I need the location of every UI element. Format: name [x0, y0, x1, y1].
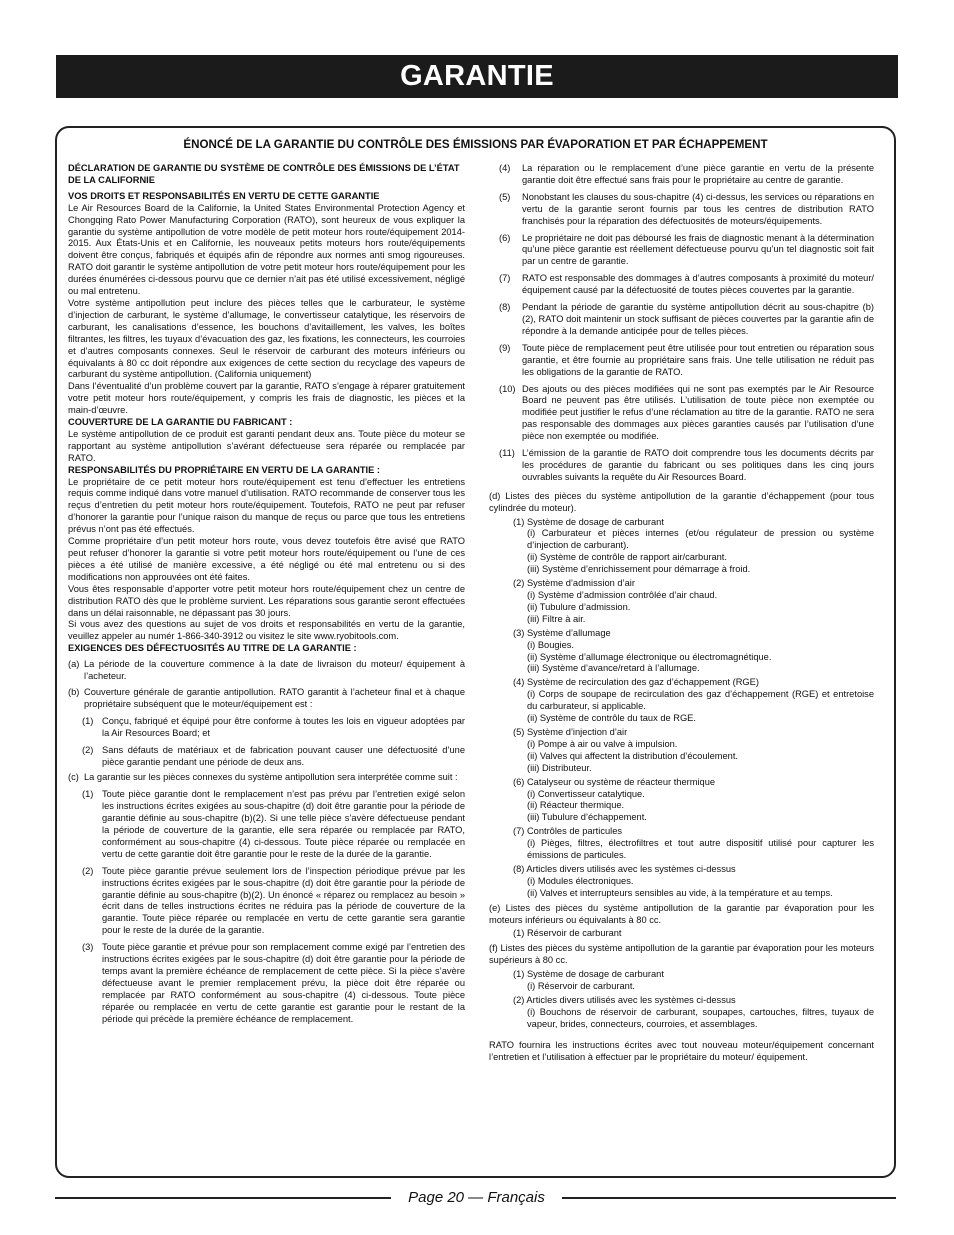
list-d — [489, 517, 886, 900]
parts-list-entry: (i) Corps de soupape de recirculation des gaz d’échappement (RGE) et entretoise du carburateur, si applicable. — [527, 689, 874, 712]
parts-list-entry: (2) Système d’admission d’air — [513, 578, 635, 589]
item-text: L’émission de la garantie de RATO doit comprendre tous les documents décrits par les procédures de garantie du fabricant ou ses politiques dans les cinq jours ouvrables suivants la requête du Air Resources Board. — [522, 448, 874, 482]
parts-list-entry: (ii) Valves et interrupteurs sensibles au vide, à la température et au temps. — [527, 887, 833, 898]
list-f-heading: (f) Listes des pièces du système antipollution de la garantie par évaporation pour les moteurs supérieurs à 80 cc. — [489, 943, 874, 966]
declaration-heading: DÉCLARATION DE GARANTIE DU SYSTÈME DE CONTRÔLE DES ÉMISSIONS DE L’ÉTAT DE LA CALIFORNIE — [68, 163, 460, 185]
section-heading: ÉNONCÉ DE LA GARANTIE DU CONTRÔLE DES ÉMISSIONS PAR ÉVAPORATION ET PAR ÉCHAPPEMENT — [183, 138, 768, 151]
list-item-c3: (3) Toute pièce garantie et prévue pour son remplacement comme exigé par l’entretien des instructions écrites exigées par le sous-chapitre (d) doit être garantie pour la période de temps avant la première échéance de remplacement de cette pièce. Si la pièce s’avère défectueuse avant le premier remplacement prévu, la pièce doit être réparée ou remplacée par RATO conformément au sous-chapitre (4) ci-dessous. Toute pièce réparée ou remplacée en vertu de cette garantie est garantie pour le restant de la période qui précède la première échéance de remplacement. — [82, 942, 465, 1024]
item-text: Nonobstant les clauses du sous-chapitre (4) ci-dessus, les services ou réparations en vertu de la garantie seront fournis par tous les centres de distribution RATO franchisés pour la réparation des défectuosités de moteurs/équipements. — [522, 191, 874, 226]
closing-paragraph: RATO fournira les instructions écrites avec tout nouveau moteur/équipement concernant l’entretien et l’utilisation à effectuer par le propriétaire du moteur/ équipement. — [489, 1039, 874, 1062]
parts-list-entry: (ii) Système d’allumage électronique ou électromagnétique. — [527, 651, 772, 662]
parts-list-entry: (6) Catalyseur ou système de réacteur thermique — [513, 776, 716, 787]
page-number: Page 20 — Français — [408, 1189, 545, 1206]
list-item-b2: (2) Sans défauts de matériaux et de fabrication pouvant causer une défectuosité d’une pièce garantie pendant une période de deux ans. — [82, 744, 465, 767]
list-item-11 — [489, 448, 886, 484]
parts-list-entry: (i) Réservoir de carburant. — [527, 981, 635, 992]
item-number: (5) — [499, 191, 511, 202]
owner-heading: RESPONSABILITÉS DU PROPRIÉTAIRE EN VERTU DE LA GARANTIE : — [68, 464, 380, 475]
paragraph-components: Votre système antipollution peut inclure des pièces telles que le carburateur, le système d’injection de carburant, le système d’allumage, le convertisseur catalytique, les réservoirs de carburant, les canalisations d’essence, les bouchons d’avitaillement, les valves, les boîtes filtrantes, les filtres, les tuyaux d’évacuation des gaz, les fixations, les connecteurs, les courroies et d’autres composants connexes. Seul le réservoir de carburant des moteurs inférieurs ou équivalants à 80 cc doit répondre aux exigences de cette section du recyclage des vapeurs de carburant du système antipollution. (California uniquement) — [68, 297, 465, 380]
list-item-8 — [489, 302, 886, 338]
requirements-heading: EXIGENCES DES DÉFECTUOSITÉS AU TITRE DE LA GARANTIE : — [68, 643, 357, 654]
parts-list-entry: (i) Système d’admission contrôlée d’air chaud. — [527, 590, 718, 600]
paragraph-contact: Si vous avez des questions au sujet de vos droits et responsabilités en vertu de la garantie, veuillez appeler au numér 1-866-340-3912 ou visitez le site www.ryobitools.com. — [68, 619, 465, 642]
item-number: (11) — [499, 448, 515, 459]
list-item-6 — [489, 233, 886, 269]
parts-list-entry: (ii) Tubulure d’admission. — [527, 601, 631, 612]
left-column — [68, 163, 465, 1026]
parts-list-entry: (iii) Système d’enrichissement pour démarrage à froid. — [527, 564, 751, 575]
list-item-c1: (1) Toute pièce garantie dont le remplacement n’est pas prévu par l’entretien exigé selon les instructions écrites exigées au sous-chapitre (d) doit être garantie pour la période de garantie définie au sous-chapitre (b)(2). Si une telle pièce s’avère défectueuse pendant la période de couverture de la garantie, elle sera réparée ou remplacée par RATO, conformément au sous-chapitre (4) ci-dessous. Toute pièce réparée ou remplacée en vertu de cette garantie doit être garantie pour le reste de la durée de la garantie. — [82, 789, 465, 859]
list-item-7 — [489, 273, 886, 297]
parts-list-entry: (i) Convertisseur catalytique. — [527, 788, 645, 799]
right-column — [489, 163, 886, 1064]
list-item-a: (a) La période de la couverture commence à la date de livraison du moteur/ équipement à l’acheteur. — [68, 659, 465, 682]
item-number: (9) — [499, 342, 511, 353]
parts-list-entry: (iii) Tubulure d’échappement. — [527, 812, 647, 823]
list-item-5 — [489, 192, 886, 228]
list-item-4 — [489, 163, 886, 187]
paragraph-repair: Dans l’éventualité d’un problème couvert par la garantie, RATO s’engage à réparer gratuitement votre petit moteur hors route/équipement, y compris les frais de diagnostic, les pièces et la main-d’œuvre. — [68, 381, 465, 416]
paragraph-owner-maintenance: Le propriétaire de ce petit moteur hors route/équipement est tenu d’effectuer les entretiens requis comme indiqué dans votre manuel d’utilisation. RATO recommande de conserver tous les reçus d’entretien du petit moteur hors route/équipement. Toutefois, RATO ne peut par refuser d’honorer la garantie pour l’unique raison du manque de reçus ou parce que tous les entretiens prévus n’ont pas été effectués. — [68, 476, 465, 535]
parts-list-entry: (1) Système de dosage de carburant — [513, 516, 664, 527]
list-item-c2: (2) Toute pièce garantie prévue seulement lors de l’inspection périodique prévue par les instructions écrites exigées par le sous-chapitre (d) doit être garantie pour la période de garantie définie au sous-chapitre (b)(2). Un énoncé « réparez ou remplacez au besoin » écrit dans de telles instructions écrites ne réduira pas la période de couverture de la garantie. Toute pièce réparée ou remplacée en vertu de cette garantie sera garantie pour le reste de la durée de la garantie. — [82, 865, 465, 936]
rights-heading: VOS DROITS ET RESPONSABILITÉS EN VERTU DE CETTE GARANTIE — [68, 190, 380, 201]
list-item-c: (c) La garantie sur les pièces connexes du système antipollution sera interprétée comme suit : — [68, 772, 458, 783]
parts-list-entry: (i) Carburateur et pièces internes (et/ou régulateur de pression ou système d’injection de carburant). — [527, 528, 874, 551]
parts-list-entry: (i) Bougies. — [527, 639, 575, 650]
parts-list-entry: (8) Articles divers utilisés avec les systèmes ci-dessus — [513, 863, 736, 874]
list-item-b1: (1) Conçu, fabriqué et équipé pour être conforme à toutes les lois en vigueur adoptées par la Air Resources Board; et — [82, 715, 465, 738]
parts-list-entry: (3) Système d’allumage — [513, 627, 611, 638]
parts-list-entry: (ii) Système de contrôle du taux de RGE. — [527, 713, 696, 724]
item-number: (7) — [499, 273, 511, 284]
parts-list-entry: (2) Articles divers utilisés avec les systèmes ci-dessus — [513, 995, 736, 1005]
list-item-10 — [489, 384, 886, 444]
parts-list-entry: (i) Pompe à air ou valve à impulsion. — [527, 738, 678, 749]
item-number: (6) — [499, 232, 511, 243]
parts-list-entry: (iii) Système d’avance/retard à l’allumage. — [527, 663, 700, 674]
list-item-b: (b) Couverture générale de garantie antipollution. RATO garantit à l’acheteur final et à chaque propriétaire subséquent que le moteur/équipement est : — [68, 686, 465, 709]
parts-list-entry: (ii) Système de contrôle de rapport air/carburant. — [527, 552, 727, 563]
paragraph-owner-delivery: Vous êtes responsable d’apporter votre petit moteur hors route/équipement chez un centre de distribution RATO dès que le problème survient. Les réparations sous garantie seront effectuées dans un délai raisonnable, ne dépassant pas 30 jours. — [68, 583, 465, 618]
item-text: Des ajouts ou des pièces modifiées qui ne sont pas exemptés par le Air Resource Board ne peuvent pas être utilisés. L’utilisation de toute pièce non exemptée ou modifiée peut justifier le refus d’une réclamation au titre de la garantie. RATO ne sera pas responsable des dommages aux pièces garanties causés par l’utilisation d’une pièce non exemptée ou modifiée. — [522, 383, 874, 442]
footer-rule-left — [55, 1197, 391, 1199]
paragraph-owner-refusal: Comme propriétaire d’un petit moteur hors route, vous devez toutefois être avisé que RATO peut refuser d’honorer la garantie si votre petit moteur hors route/équipement ou l’une de ces pièces a été utilisé de manière excessive, a été négligé ou été mal entretenu ou si des modifications non approuvées ont été faites. — [68, 536, 465, 582]
parts-list-entry: (iii) Distributeur. — [527, 762, 592, 773]
parts-list-entry: (ii) Valves qui affectent la distribution d’écoulement. — [527, 750, 739, 761]
page-title: GARANTIE — [400, 60, 554, 92]
parts-list-entry: (1) Réservoir de carburant — [513, 928, 622, 939]
list-item-9 — [489, 343, 886, 379]
item-number: (8) — [499, 302, 511, 313]
parts-list-entry: (i) Pièges, filtres, électrofiltres et tout autre dispositif utilisé pour capturer les émissions de particules. — [527, 838, 874, 861]
item-number: (10) — [499, 383, 516, 394]
list-f — [489, 969, 886, 1031]
parts-list-entry: (iii) Filtre à air. — [527, 613, 586, 624]
footer-rule-right — [562, 1197, 896, 1199]
item-text: Le propriétaire ne doit pas déboursé les frais de diagnostic menant à la détermination qu’une pièce garantie est réellement défectueuse pourvu qu’un tel diagnostic soit fait par un centre de garantie. — [522, 232, 874, 267]
parts-list-entry: (5) Système d’injection d’air — [513, 726, 628, 737]
coverage-heading: COUVERTURE DE LA GARANTIE DU FABRICANT : — [68, 417, 293, 428]
parts-list-entry: (i) Modules électroniques. — [527, 875, 634, 886]
item-text: Pendant la période de garantie du système antipollution décrit au sous-chapitre (b)(2), RATO doit maintenir un stock suffisant de pièces couvertes par la garantie afin de répondre à la demande anticipée pour de telles pièces. — [522, 302, 874, 336]
item-number: (4) — [499, 163, 511, 173]
warranty-box — [55, 126, 896, 1178]
parts-list-entry: (4) Système de recirculation des gaz d’échappement (RGE) — [513, 677, 759, 688]
paragraph-intro: Le Air Resources Board de la Californie, la United States Environmental Protection Agency et Chongqing Rato Power Manufacturing Corporation (RATO), sont heureux de vous expliquer la garantie du système antipollution de votre modèle de petit moteur hors route/équipement 2014-2015. Aux États-Unis et en Californie, les nouveaux petits moteurs hors route/équipements doivent être conçus, fabriqués et équipés afin de répondre aux normes anti smog rigoureuses. RATO doit garantir le système antipollution de votre petit moteur hors route/équipement pour les durées énumérées ci-dessous pourvu que ce dernier n’ait pas été utilisé excessivement, négligé ou mal entretenu. — [68, 202, 465, 297]
paragraph-coverage: Le système antipollution de ce produit est garanti pendant deux ans. Toute pièce du moteur se rapportant au système antipollution s’avérant défectueuse sera réparée ou remplacée par RATO. — [68, 428, 465, 463]
parts-list-entry: (ii) Réacteur thermique. — [527, 800, 625, 811]
list-e — [489, 928, 886, 940]
item-text: La réparation ou le remplacement d’une pièce garantie en vertu de la présente garantie doit être effectué sans frais pour le propriétaire au centre de garantie. — [522, 163, 874, 185]
item-text: RATO est responsable des dommages à d’autres composants à proximité du moteur/équipement causé par la défectuosité de toutes pièces couvertes par la garantie. — [522, 273, 874, 296]
parts-list-entry: (1) Système de dosage de carburant — [513, 969, 664, 980]
list-d-heading: (d) Listes des pièces du système antipollution de la garantie d’échappement (pour tous cylindrée du moteur). — [489, 490, 874, 513]
title-bar — [56, 55, 898, 98]
list-e-heading: (e) Listes des pièces du système antipollution de la garantie par évaporation pour les moteurs inférieurs ou équivalants à 80 cc. — [489, 902, 874, 925]
numbered-items — [489, 163, 886, 484]
parts-list-entry: (i) Bouchons de réservoir de carburant, soupapes, cartouches, filtres, tuyaux de vapeur, brides, connecteurs, courroies, et assemblages. — [527, 1006, 874, 1029]
parts-list-entry: (7) Contrôles de particules — [513, 826, 623, 837]
item-text: Toute pièce de remplacement peut être utilisée pour tout entretien ou réparation sous garantie, et être fournie au propriétaire sans frais. Une telle utilisation ne réduit pas les obligations de la garantie de RATO. — [522, 342, 874, 377]
